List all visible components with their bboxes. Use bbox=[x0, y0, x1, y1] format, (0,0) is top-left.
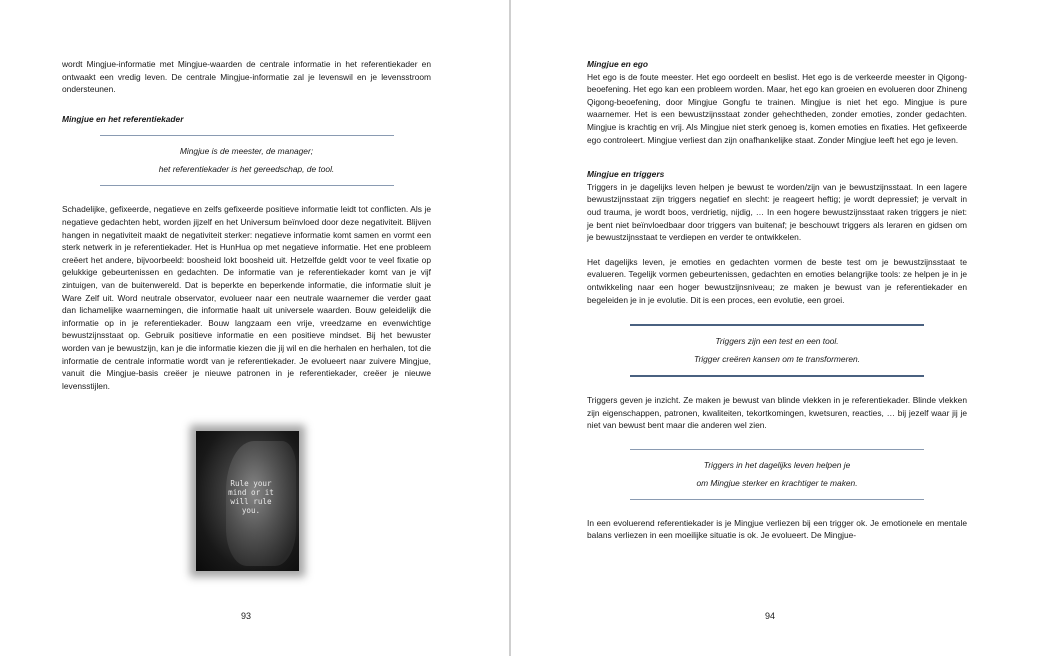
pull-quote bbox=[630, 449, 924, 500]
section-heading: Mingjue en het referentiekader bbox=[62, 113, 184, 124]
intro-paragraph: wordt Mingjue-informatie met Mingjue-waarden de centrale informatie in het referentiekader en ontwaakt een vredig leven. De centrale Mingjue-informatie zal je levenswil en je levensstroom ondersteunen. bbox=[62, 59, 431, 95]
quote-line: Triggers in het dagelijks leven helpen je bbox=[703, 459, 851, 470]
body-paragraph: Het dagelijks leven, je emoties en gedachten vormen de beste test om je bewustzijnsstaat te evalueren. Tegelijk vormen gebeurtenissen, gedachten en emoties belangrijke tools: ze helpen je in je ontwikkeling naar een hoger bewustzijnsniveau; ze maken je bewust van je referentiekader en begeleiden je in je evolutie. Dit is een proces, een evolutie, een groei. bbox=[587, 256, 967, 305]
body-paragraph: Schadelijke, gefixeerde, negatieve en zelfs gefixeerde positieve informatie leidt tot conflicten. Als je negatieve gedachten hebt, worden jijzelf en het Universum beïnvloed door deze negativiteit. Blijven hangen in negativiteit maakt de negativiteit sterker: negatieve informatie komt samen en vormt een sterk netwerk in je referentiekader. Het is HunHua op met negatieve informatie. Het ene probleem creëert het andere, bijvoorbeeld: boosheid lokt boosheid uit. Hetzelfde geldt voor te veel fixatie op gelukkige gebeurtenissen en gedachten. De informatie van je referentiekader komt van je vijf zintuigen, van de buitenwereld. Dat is beperkte en beperkende informatie, die informatie sluit je Ware Zelf uit. Word neutrale observator, evolueer naar een neutrale waarnemer die verder gaat dan lichamelijke waarnemingen, die informatie haalt uit universele waarden. Bouw geleidelijk die informatie op in je referentiekader. Bouw langzaam een vrije, vreedzame en evenwichtige bewustzijnsstaat op. Gebruik positieve informatie en een positieve mindset. Bij het bewuster worden van je bewustzijn, kan je die informatie kiezen die jij wil en die herhalen en herhalen, tot die informatie de centrale informatie wordt van je referentiekader. Je evolueert naar zuivere Mingjue, vanuit die Mingjue-basis creëer je nieuwe patronen in je referentiekader, creëer je nieuwe levensstijlen. bbox=[62, 204, 431, 391]
right-page-content bbox=[587, 58, 967, 542]
body-paragraph: Triggers in je dagelijks leven helpen je bewust te worden/zijn van je bewustzijnsstaat. In een lagere bewustzijnsstaat zijn triggers negatief en slecht: je reageert heftig; je wordt depressief; je vervalt in oud trauma, je wordt boos, verdrietig, nijdig, … In een hogere bewustzijnsstaat raken triggers je niet: je bent niet beïnvloedbaar door triggers van buitenaf; je beschouwt triggers als leraren en gidsen om je bewustzijnsstaat te verdiepen en verder te ontwikkelen. bbox=[587, 181, 967, 243]
section-heading: Mingjue en triggers bbox=[587, 169, 665, 180]
left-page bbox=[0, 0, 509, 656]
body-paragraph: In een evoluerend referentiekader is je Mingjue verliezen bij een trigger ok. Je emotionele en mentale balans verliezen in een moeilijke situatie is ok. Je evolueert. De Mingjue- bbox=[587, 517, 967, 541]
pull-quote bbox=[100, 135, 394, 186]
page-number: 94 bbox=[764, 611, 775, 621]
body-paragraph: Het ego is de foute meester. Het ego oordeelt en beslist. Het ego is de verkeerde meester in Qigong-beoefening. Het ego kan een probleem worden. Maar, het ego kan groeien en evolueren door Zhineng Qigong-beoefening, door Mingjue Gongfu te trainen. Mingjue is niet het ego. Mingjue is pure waarnemer. Het is een bewustzijnsstaat zonder gehechtheden, zonder emoties, zonder gedachten. Mingjue is krachtig en vrij. Als Mingjue niet sterk genoeg is, komen emoties en fixaties. Het gefixeerde ego controleert. Mingjue verliest dan zijn onafhankelijke staat. Zonder Mingjue leeft het ego je leven. bbox=[587, 71, 967, 145]
quote-line: Mingjue is de meester, de manager; bbox=[179, 146, 314, 157]
body-paragraph: Triggers geven je inzicht. Ze maken je bewust van blinde vlekken in je referentiekader. Blinde vlekken zijn eigenschappen, patronen, kwaliteiten, tekortkomingen, kwetsuren, reacties, … bij jezelf waar jij je niet van bewust bent maar die anderen wel zien. bbox=[587, 395, 967, 431]
section-heading: Mingjue en ego bbox=[587, 59, 648, 69]
page-number: 93 bbox=[240, 611, 251, 621]
quote-line: het referentiekader is het gereedschap, de tool. bbox=[158, 164, 335, 175]
quote-line: Trigger creëren kansen om te transformeren. bbox=[693, 354, 861, 365]
left-page-content bbox=[62, 58, 431, 392]
photo-caption: Rule your mind or it will rule you. bbox=[228, 479, 274, 515]
pull-quote bbox=[630, 324, 924, 377]
quote-photo bbox=[196, 431, 299, 571]
quote-line: om Mingjue sterker en krachtiger te maken. bbox=[696, 477, 858, 488]
right-page bbox=[511, 0, 1038, 656]
quote-line: Triggers zijn een test en een tool. bbox=[715, 336, 839, 347]
